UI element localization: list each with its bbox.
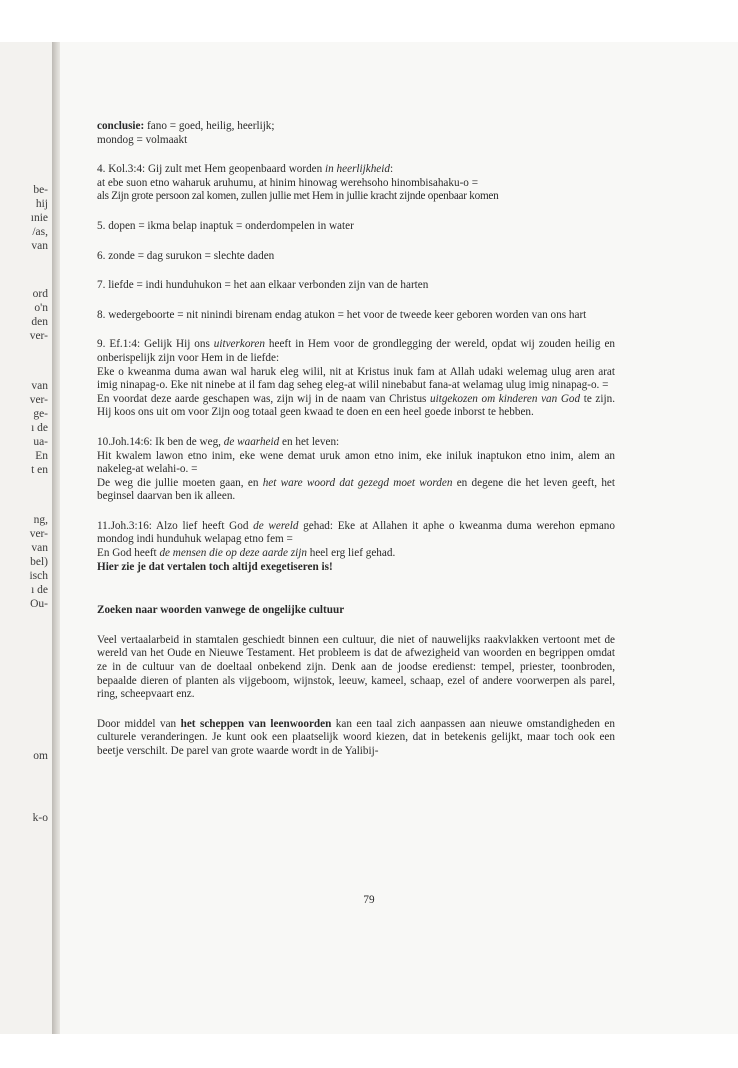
entry-10-emphasis: de waarheid [223, 435, 280, 448]
entry-9-verse: heeft in Hem voor de grondlegging der wereld, opdat wij zouden heilig en onberispelijk zijn voor Hem in de liefde: [97, 338, 616, 364]
section-p2-rest: kan een taal zich aanpassen aan nieuwe omstandigheden en culturele veranderingen. Je kunt ook een plaatselijk woord kiezen, dat in betekenis gelijkt, maar toch ook een beetje verschilt. De parel van grote waarde wordt in de Yalibij- [97, 717, 615, 757]
page-body [97, 120, 615, 775]
entry-9-emphasis-2: uitgekozen om kinderen van God [430, 392, 581, 405]
entry-10-emphasis-2: het ware woord dat gezegd moet worden [262, 476, 453, 489]
left-page-fragment: ver- [29, 394, 48, 406]
left-page-fragment: o'n [34, 302, 48, 314]
entry-11-ref: 11.Joh.3:16: Alzo lief heeft God [97, 519, 254, 532]
entry-9-emphasis: uitverkoren [213, 338, 265, 351]
book-gutter [52, 42, 60, 1034]
entry-11-back-a: En God heeft [97, 547, 160, 560]
left-page-fragment: ge- [33, 408, 48, 420]
entry-11-emphasis-2: de mensen die op deze aarde zijn [159, 547, 307, 560]
entry-10 [97, 436, 615, 504]
entry-10-back-a: De weg die jullie moeten gaan, en [97, 476, 263, 489]
left-page-fragment: van [31, 240, 48, 252]
entry-9-translation: Eke o kweanma duma awan wal haruk eleg wilil, nit at Kristus inuk fam at Allah udaki welemag ulug aren arat imig ninapag-o. Eke nit ninebe at il fam dag seheg eleg-at wilil ninebabut fana-at welamag ulug imig ninapag-o. = [97, 365, 615, 392]
left-page-fragment: be- [33, 184, 48, 196]
entry-9-ref: 9. Ef.1:4: Gelijk Hij ons [97, 338, 214, 351]
conclusie-line2: mondog = volmaakt [97, 133, 188, 146]
entry-4-emphasis: in heerlijkheid [325, 163, 390, 176]
section-paragraph-2 [97, 718, 615, 759]
left-page-fragment: Ou- [30, 598, 48, 610]
section-heading: Zoeken naar woorden vanwege de ongelijke cultuur [97, 604, 345, 617]
left-page-fragment: bel) [30, 556, 48, 568]
left-page-fragment: ınie [30, 212, 48, 224]
left-page-fragment: ı de [31, 422, 48, 434]
section-p2-start: Door middel van [97, 717, 181, 730]
entry-11-emphasis: de wereld [253, 519, 299, 532]
left-page-fragment: om [33, 750, 48, 762]
left-page-fragment: ı de [31, 584, 48, 596]
entry-11-conclusion: Hier zie je dat vertalen toch altijd exegetiseren is! [97, 560, 333, 573]
left-page-fragment: van [31, 380, 48, 392]
entry-9-back-a: En voordat deze aarde geschapen was, zijn wij in de naam van Christus [97, 392, 431, 405]
section-paragraph-1: Veel vertaalarbeid in stamtalen geschiedt binnen een cultuur, die niet of nauwelijks raakvlakken vertoont met de wereld van het Oude en Nieuwe Testament. Het probleem is dat de afwezigheid van woorden en begrippen omdat ze in de cultuur van de doeltaal onbekend zijn. Denk aan de joodse eredienst: tempel, priester, toonbroden, bepaalde dieren of planten als vijgeboom, wijnstok, leeuw, kameel, schaap, ezel of andere voorwerpen als parel, ring, scheepvaart enz. [97, 633, 615, 701]
left-page-fragment: k-o [32, 812, 48, 824]
entry-10-ref: 10.Joh.14:6: Ik ben de weg, [97, 435, 224, 448]
entry-7: 7. liefde = indi hunduhukon = het aan elkaar verbonden zijn van de harten [97, 279, 429, 292]
entry-4-ref: 4. Kol.3:4: Gij zult met Hem geopenbaard worden [97, 163, 326, 176]
entry-conclusie [97, 120, 615, 147]
entry-8: 8. wedergeboorte = nit ninindi birenam endag atukon = het voor de tweede keer geboren worden van ons hart [97, 308, 587, 321]
entry-5: 5. dopen = ikma belap inaptuk = onderdompelen in water [97, 219, 354, 232]
entry-4-translation: at ebe suon etno waharuk aruhumu, at hinim hinowag werehsoho hinombisahaku-o = [97, 176, 479, 189]
entry-4 [97, 163, 615, 204]
entry-10-back-b: en degene die het leven geeft, het beginsel daarvan ben ik alleen. [97, 476, 616, 503]
conclusie-label: conclusie: [97, 120, 145, 132]
entry-6: 6. zonde = dag surukon = slechte daden [97, 249, 275, 262]
left-page-fragment: ua- [33, 436, 48, 448]
left-page-fragment: ver- [29, 528, 48, 540]
left-page-fragment: hij [35, 198, 48, 210]
section-p2-bold: het scheppen van leenwoorden [180, 717, 332, 730]
entry-10-translation: Hit kwalem lawon etno inim, eke wene demat uruk amon etno inim, eke iniluk inaptukon etno inim, alem an nakeleg-at welahi-o. = [97, 449, 615, 476]
left-page-fragment: isch [29, 570, 48, 582]
page-number: 79 [363, 894, 375, 906]
entry-11-back-b: heel erg lief gehad. [306, 547, 396, 560]
left-page-fragment: En [35, 450, 48, 462]
left-page-fragment: t en [31, 464, 48, 476]
entry-9 [97, 338, 615, 420]
entry-4-colon: : [389, 163, 394, 176]
section-spacer [97, 590, 615, 604]
entry-9-back-b: te zijn. Hij koos ons uit om voor Zijn oog totaal geen kwaad te doen en een heel goede inborst te hebben. [97, 392, 615, 419]
entry-11-translation: gehad: Eke at Allahen it aphe o kweanma duma werehon epmano mondog indi hunduhuk welapag etno fem = [97, 519, 615, 546]
left-page-fragment: van [31, 542, 48, 554]
entry-4-backtranslation: als Zijn grote persoon zal komen, zullen jullie met Hem in jullie kracht zijnde openbaar komen [97, 190, 499, 203]
left-page-fragment: den [31, 316, 48, 328]
left-page-fragment: ord [32, 288, 48, 300]
left-page-edge [0, 42, 52, 1034]
conclusie-text: fano = goed, heilig, heerlijk; [144, 120, 275, 132]
left-page-fragment: /as, [32, 226, 48, 238]
left-page-fragment: ng, [33, 514, 48, 526]
entry-11 [97, 520, 615, 574]
left-page-fragment: ver- [29, 330, 48, 342]
entry-10-verse: en het leven: [279, 435, 340, 448]
